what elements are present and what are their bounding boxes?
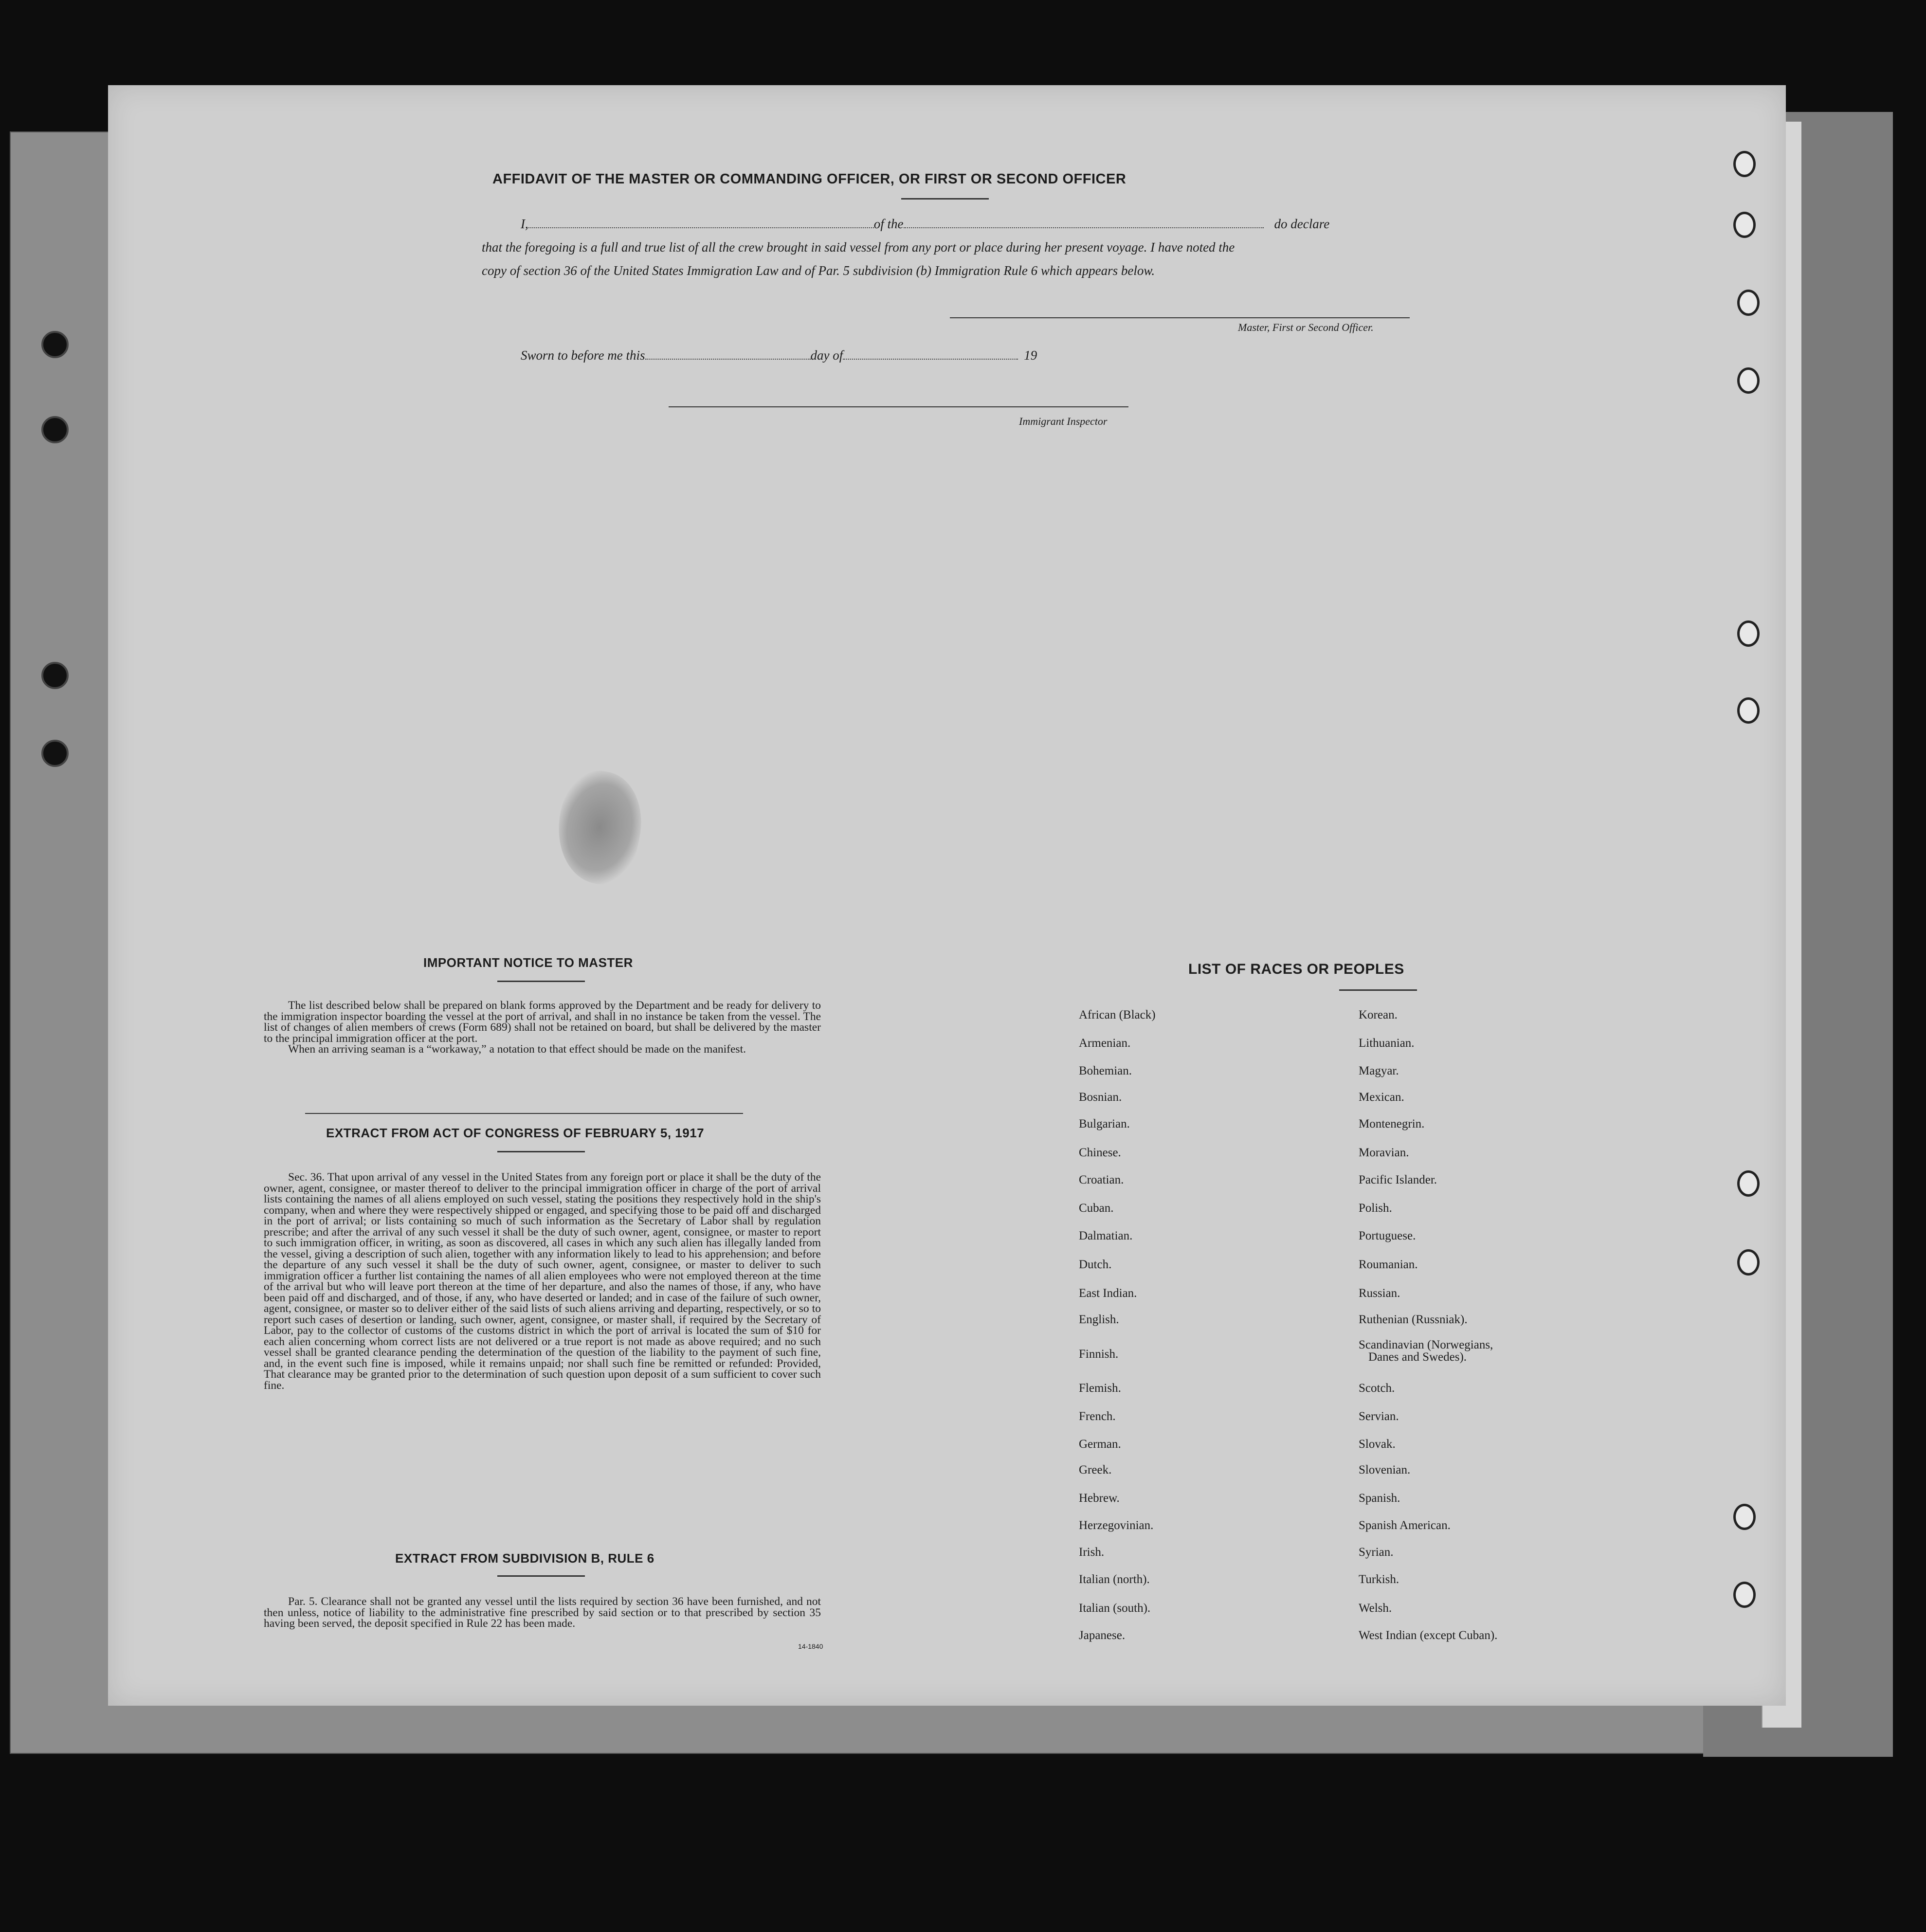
punch-hole [1737, 697, 1760, 724]
inspector-signature-line[interactable] [669, 406, 1128, 407]
section-divider [305, 1113, 743, 1114]
affidavit-line1 [521, 217, 1329, 232]
punch-hole [41, 416, 69, 443]
inspector-signature-label: Immigrant Inspector [1019, 415, 1108, 427]
notice-body [264, 1000, 821, 1055]
punch-hole [1737, 290, 1760, 316]
race-item: Ruthenian (Russniak). [1359, 1313, 1468, 1326]
title-underline [901, 198, 989, 200]
punch-hole [41, 662, 69, 689]
race-item: Syrian. [1359, 1546, 1394, 1559]
year-label: 19 [1024, 348, 1037, 363]
race-item: Dutch. [1079, 1258, 1112, 1271]
race-item: Korean. [1359, 1008, 1398, 1021]
race-item: Spanish. [1359, 1492, 1400, 1505]
punch-hole [1737, 620, 1760, 647]
race-item: Russian. [1359, 1287, 1400, 1300]
race-item: Turkish. [1359, 1573, 1399, 1586]
ink-stain [547, 764, 652, 891]
act-extract-title: EXTRACT FROM ACT OF CONGRESS OF FEBRUARY 5, 1917 [326, 1126, 705, 1140]
document-page [108, 85, 1786, 1706]
race-item: Bohemian. [1079, 1064, 1132, 1077]
label-of-the: of the [873, 217, 904, 231]
race-item: West Indian (except Cuban). [1359, 1629, 1498, 1642]
race-item: Cuban. [1079, 1202, 1114, 1215]
sworn-line [521, 348, 1037, 363]
race-item: Pacific Islander. [1359, 1173, 1437, 1186]
day-blank[interactable] [645, 359, 811, 360]
label-do-declare: do declare [1274, 217, 1330, 231]
act-title-underline [497, 1151, 585, 1152]
act-section-36: Sec. 36. That upon arrival of any vessel in the United States from any foreign port or place it shall be the duty of the owner, agent, consignee, or master thereof to deliver to the principal immigration officer in charge of the port of arrival lists containing the names of all aliens employed on such vessel, stating the positions they respectively hold in the ship's company, when and where they were respectively shipped or engaged, and specifying those to be paid off and discharged in the port of arrival; or lists containing so much of such information as the Secretary of Labor shall by regulation prescribe; and after the arrival of any such vessel it shall be the duty of such owner, agent, consignee, or master to report to such immigration officer, in writing, as soon as discovered, all cases in which any such alien has illegally landed from the vessel, giving a description of such alien, together with any information likely to lead to his apprehension; and before the departure of any such vessel it shall be the duty of such owner, agent, consignee, or master to deliver to such immigration officer a further list containing the names of all alien employees who were not employed thereon at the time of the arrival but who will leave port thereon at the time of her departure, and also the names of those, if any, who have been paid off and discharged, and of those, if any, who have deserted or landed; and in case of the failure of such owner, agent, consignee, or master so to deliver either of the said lists of such aliens arriving and departing, respectively, or so to report such cases of desertion or landing, such owner, agent, consignee, or master shall, if required by the Secretary of Labor, pay to the collector of customs of the customs district in which the port of arrival is located the sum of $10 for each alien concerning whom correct lists are not delivered or a true report is not made as above required; and no such vessel shall be granted clearance pending the determination of the question of the liability to the payment of such fine, and, in the event such fine is imposed, while it remains unpaid; nor shall such fine be remitted or refunded: Provided, That clearance may be granted prior to the determination of such question upon deposit of a sum sufficient to cover such fine. [264, 1171, 821, 1392]
month-blank[interactable] [843, 359, 1018, 360]
race-item: Scotch. [1359, 1382, 1395, 1395]
race-item: Welsh. [1359, 1602, 1392, 1615]
punch-hole [1733, 212, 1756, 238]
rule-extract-body [264, 1596, 821, 1629]
race-item: French. [1079, 1410, 1116, 1423]
race-item: Dalmatian. [1079, 1229, 1133, 1242]
races-title: LIST OF RACES OR PEOPLES [1188, 961, 1404, 977]
race-item: Chinese. [1079, 1146, 1121, 1159]
punch-hole [1737, 367, 1760, 394]
race-item: Mexican. [1359, 1091, 1404, 1104]
race-item: Finnish. [1079, 1348, 1119, 1361]
race-item: Polish. [1359, 1202, 1392, 1215]
race-item: Armenian. [1079, 1037, 1131, 1050]
race-item: Greek. [1079, 1463, 1112, 1476]
race-item: Bosnian. [1079, 1091, 1122, 1104]
notice-title-underline [497, 981, 585, 982]
affidavit-title: AFFIDAVIT OF THE MASTER OR COMMANDING OFFICER, OR FIRST OR SECOND OFFICER [492, 171, 1127, 187]
race-item: African (Black) [1079, 1008, 1156, 1021]
label-i: I, [521, 217, 528, 231]
race-item: Herzegovinian. [1079, 1519, 1154, 1532]
act-extract-body [264, 1172, 821, 1391]
race-item: Servian. [1359, 1410, 1399, 1423]
punch-hole [1733, 151, 1756, 177]
form-code: 14-1840 [798, 1642, 823, 1650]
race-item: Irish. [1079, 1546, 1105, 1559]
name-blank[interactable] [528, 227, 874, 228]
races-title-underline [1339, 989, 1417, 991]
race-item: Lithuanian. [1359, 1037, 1415, 1050]
affidavit-line3: copy of section 36 of the United States Immigration Law and of Par. 5 subdivision (b) Immigration Rule 6 which appears below. [482, 263, 1155, 278]
race-item: Portuguese. [1359, 1229, 1416, 1242]
master-signature-label: Master, First or Second Officer. [1238, 321, 1374, 333]
race-item: Spanish American. [1359, 1519, 1451, 1532]
rule-extract-title: EXTRACT FROM SUBDIVISION B, RULE 6 [395, 1551, 654, 1566]
punch-hole [1733, 1582, 1756, 1608]
affidavit-line2: that the foregoing is a full and true list of all the crew brought in said vessel from any port or place during her present voyage. I have noted the [482, 240, 1235, 255]
notice-title: IMPORTANT NOTICE TO MASTER [423, 955, 633, 970]
race-item: German. [1079, 1438, 1121, 1451]
punch-hole [1737, 1170, 1760, 1197]
race-item: Japanese. [1079, 1629, 1126, 1642]
race-item: Italian (north). [1079, 1573, 1150, 1586]
race-item: English. [1079, 1313, 1119, 1326]
race-item: Hebrew. [1079, 1492, 1120, 1505]
race-item: Italian (south). [1079, 1602, 1151, 1615]
race-item: Bulgarian. [1079, 1117, 1130, 1130]
race-item: Magyar. [1359, 1064, 1399, 1077]
rule-title-underline [497, 1575, 585, 1577]
race-item: Slovenian. [1359, 1463, 1411, 1476]
notice-paragraph-1: The list described below shall be prepared on blank forms approved by the Department and be ready for delivery to the immigration inspector boarding the vessel at the port of arrival, and shall in no instance be taken from the vessel. The list of changes of alien members of crews (Form 689) shall not be retained on board, but shall be delivered by the master to the principal immigration officer at the port. [264, 999, 821, 1045]
race-item: Croatian. [1079, 1173, 1124, 1186]
vessel-blank[interactable] [904, 227, 1264, 228]
race-item: Scandinavian (Norwegians, [1359, 1338, 1493, 1351]
punch-hole [41, 331, 69, 358]
punch-hole [41, 740, 69, 767]
punch-hole [1733, 1504, 1756, 1530]
notice-paragraph-2: When an arriving seaman is a “workaway,” a notation to that effect should be made on the manifest. [288, 1043, 746, 1056]
race-item: Flemish. [1079, 1382, 1121, 1395]
rule-paragraph-5: Par. 5. Clearance shall not be granted any vessel until the lists required by section 36 have been furnished, and not then unless, notice of liability to the administrative fine prescribed by said section or to that prescribed by section 35 having been served, the deposit specified in Rule 22 has been made. [264, 1595, 821, 1630]
race-item: Roumanian. [1359, 1258, 1418, 1271]
race-item: Danes and Swedes). [1368, 1350, 1467, 1364]
race-item: Slovak. [1359, 1438, 1396, 1451]
master-signature-line[interactable] [950, 317, 1410, 318]
race-item: East Indian. [1079, 1287, 1137, 1300]
race-item: Moravian. [1359, 1146, 1409, 1159]
day-of-label: day of [810, 348, 843, 363]
sworn-label: Sworn to before me this [521, 348, 645, 363]
punch-hole [1737, 1249, 1760, 1276]
race-item: Montenegrin. [1359, 1117, 1425, 1130]
